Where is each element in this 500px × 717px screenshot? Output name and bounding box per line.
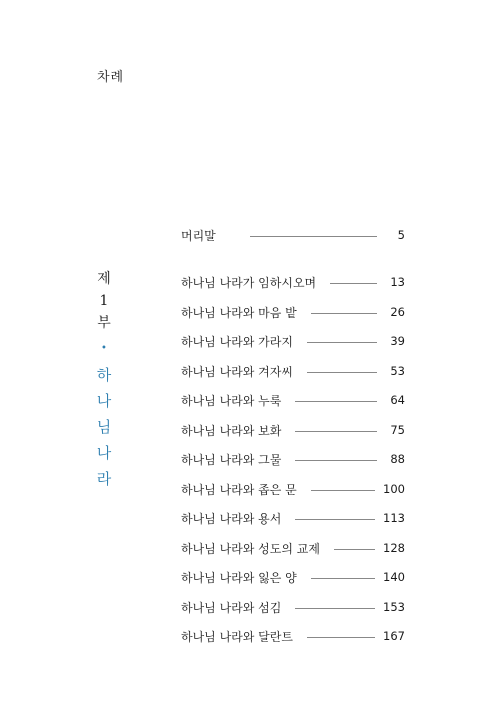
part-heading: [92, 268, 116, 492]
toc-entry[interactable]: [181, 540, 405, 556]
toc-entry-page: 64: [390, 393, 405, 407]
toc-entry[interactable]: [181, 451, 405, 467]
toc-entry-page: 53: [390, 364, 405, 378]
toc-entry-page: 13: [390, 275, 405, 289]
toc-entry-label: 하나님 나라와 성도의 교제: [181, 541, 320, 556]
toc-entry[interactable]: [181, 422, 405, 438]
toc-entry-page: 26: [390, 305, 405, 319]
toc-entry[interactable]: [181, 599, 405, 615]
leader-line: [307, 372, 377, 373]
toc-entry[interactable]: [181, 481, 405, 497]
part-theme-char: 나: [96, 444, 112, 462]
toc-entry-label: 하나님 나라와 좁은 문: [181, 482, 297, 497]
toc-entry-page: 153: [383, 600, 405, 614]
toc-entry-page: 167: [383, 629, 405, 643]
toc-entry-label: 하나님 나라와 용서: [181, 511, 282, 526]
toc-entry[interactable]: [181, 510, 405, 526]
toc-entry-label: 하나님 나라와 겨자씨: [181, 364, 293, 379]
toc-entry-page: 39: [390, 334, 405, 348]
toc-entry[interactable]: [181, 274, 405, 290]
toc-entry-label: 하나님 나라와 그물: [181, 452, 282, 467]
toc-entry[interactable]: [181, 363, 405, 379]
toc-entry-label: 하나님 나라가 임하시오며: [181, 275, 317, 290]
leader-line: [295, 431, 377, 432]
toc-entry-label: 하나님 나라와 달란트: [181, 629, 293, 644]
part-theme-char: 라: [96, 470, 112, 488]
toc-entry-label: 하나님 나라와 가라지: [181, 334, 293, 349]
toc-entry-label: 하나님 나라와 잃은 양: [181, 570, 297, 585]
toc-entry[interactable]: [181, 304, 405, 320]
part-theme-char: 님: [96, 418, 112, 436]
leader-line: [295, 401, 377, 402]
leader-line: [295, 608, 375, 609]
toc-entry[interactable]: [181, 392, 405, 408]
toc-entry-label: 하나님 나라와 마음 밭: [181, 305, 297, 320]
page-title: 차례: [97, 70, 125, 85]
leader-line: [311, 490, 375, 491]
toc-entry-page: 113: [383, 511, 405, 525]
part-theme-char: 하: [96, 366, 112, 384]
toc-entry[interactable]: [181, 628, 405, 644]
toc-entry-page: 88: [390, 452, 405, 466]
toc-entry[interactable]: [181, 333, 405, 349]
leader-line: [311, 578, 375, 579]
leader-line: [307, 637, 375, 638]
toc-entry-label: 하나님 나라와 섬김: [181, 600, 282, 615]
toc-entry-page: 100: [383, 482, 405, 496]
part-suffix: 부: [97, 315, 111, 331]
bullet-icon: •: [101, 343, 107, 354]
toc-entry-page: 140: [383, 570, 405, 584]
toc-entry-label: 하나님 나라와 누룩: [181, 393, 282, 408]
toc-entry-label: 하나님 나라와 보화: [181, 423, 282, 438]
toc-entry-label: 머리말: [181, 228, 216, 243]
part-theme-char: 나: [96, 392, 112, 410]
leader-line: [295, 519, 375, 520]
toc-entry[interactable]: [181, 569, 405, 585]
leader-line: [250, 236, 377, 237]
leader-line: [307, 342, 377, 343]
leader-line: [295, 460, 377, 461]
leader-line: [330, 283, 377, 284]
toc-entry-preface[interactable]: [181, 227, 405, 243]
leader-line: [334, 549, 375, 550]
part-theme: [92, 362, 116, 492]
toc-entry-page: 128: [383, 541, 405, 555]
toc-entry-page: 5: [397, 228, 405, 242]
part-number: 1: [99, 293, 109, 309]
leader-line: [311, 313, 377, 314]
part-prefix: 제: [97, 271, 111, 287]
toc-entry-page: 75: [390, 423, 405, 437]
